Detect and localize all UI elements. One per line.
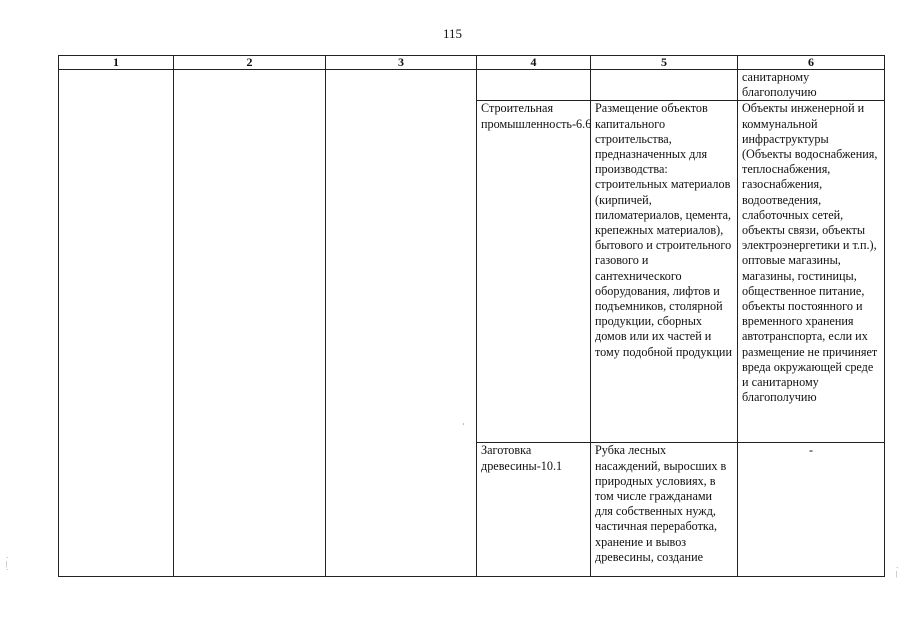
column-header-1: 1: [59, 56, 174, 70]
page-number: 115: [442, 26, 463, 41]
col1-empty-cell: [59, 70, 174, 577]
col3-empty-cell: [326, 70, 477, 577]
header-row: [59, 56, 885, 70]
column-header-5: 5: [591, 56, 738, 70]
cell-type-name: [477, 70, 591, 101]
column-header-3: 3: [326, 56, 477, 70]
land-use-table: [58, 55, 885, 577]
scan-speck: ·: [462, 420, 465, 429]
cell-auxiliary-uses: -: [738, 443, 885, 577]
col2-empty-cell: [174, 70, 326, 577]
column-header-2: 2: [174, 56, 326, 70]
cell-type-name: Заготовка древесины-10.1: [477, 443, 591, 577]
cell-auxiliary-uses: Объекты инженерной и коммунальной инфраструктуры (Объекты водоснабжения, теплоснабжения, газоснабжения, водоотведения, слаботочных сетей, объекты связи, объекты электроэнергетики и т.п.), оптовые магазины, магазины, гостиницы, общественное питание, объекты постоянного и временного хранения автотранспорта, если их размещение не причиняет вреда окружающей среде и санитарному благополучию: [738, 101, 885, 443]
scan-margin-mark: · |: [896, 564, 899, 578]
cell-description: Размещение объектов капитального строительства, предназначенных для производства: строительных материалов (кирпичей, пиломатериалов, цемента, крепежных материалов), бытового и строительного газового и сантехнического оборудования, лифтов и подъемников, столярной продукции, сборных домов или их частей и тому подобной продукции: [591, 101, 738, 443]
cell-auxiliary-uses: санитарному благополучию: [738, 70, 885, 101]
column-header-4: 4: [477, 56, 591, 70]
scan-margin-mark: · | ·: [6, 554, 9, 574]
column-header-6: 6: [738, 56, 885, 70]
cell-description: [591, 70, 738, 101]
cell-type-name: Строительная промышленность-6.6: [477, 101, 591, 443]
cell-description: Рубка лесных насаждений, выросших в природных условиях, в том числе гражданами для собственных нужд, частичная переработка, хранение и вывоз древесины, создание: [591, 443, 738, 577]
table-row: [59, 70, 885, 101]
